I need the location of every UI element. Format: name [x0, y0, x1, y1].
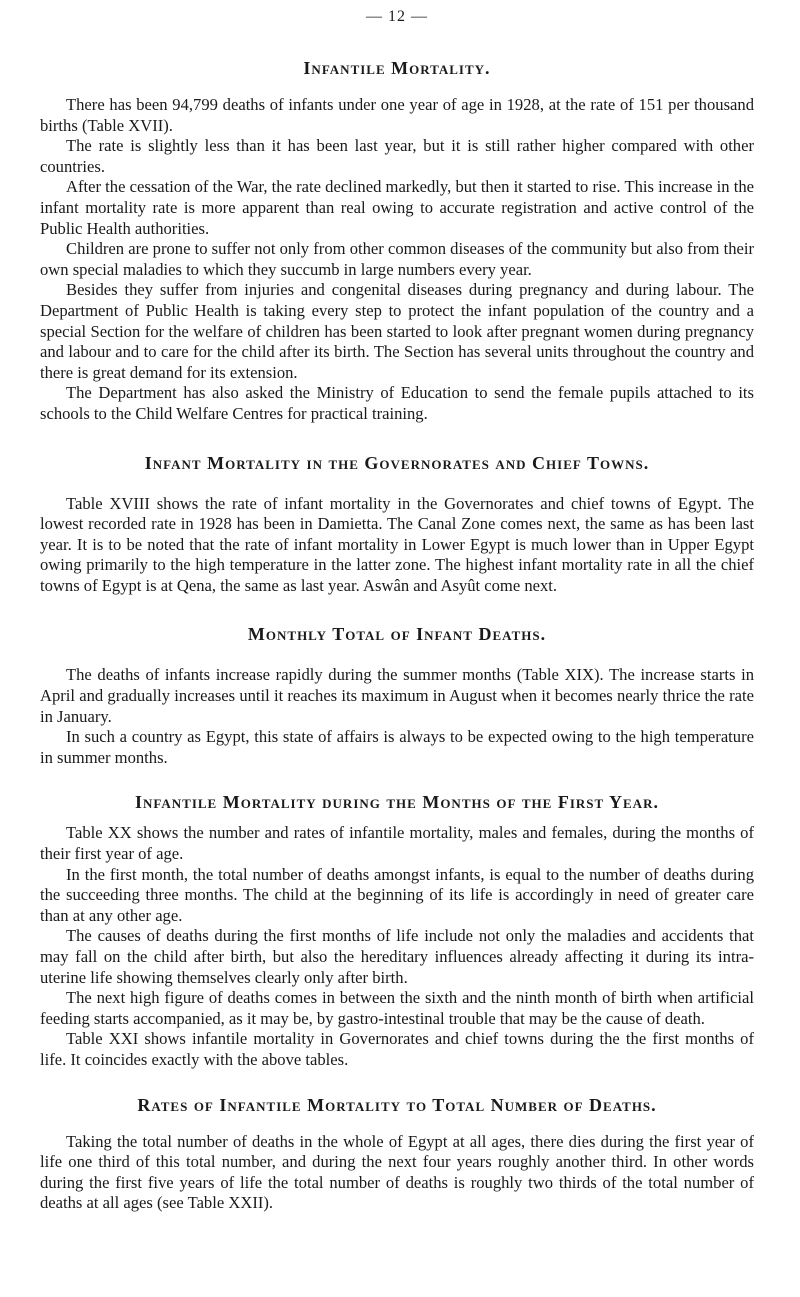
section-heading: Rates of Infantile Mortality to Total Number of Deaths. — [137, 1094, 657, 1115]
paragraph: The next high figure of deaths comes in between the sixth and the ninth month of birth when artificial feeding starts accompanied, as it may be, by gastro-intestinal trouble that may be the cause of death. — [40, 988, 754, 1028]
section-monthly-total-infant-deaths — [40, 624, 754, 768]
document-page — [40, 8, 754, 1214]
section-rates-to-total-deaths — [40, 1095, 754, 1214]
section-heading: Infantile Mortality during the Months of the First Year. — [135, 792, 659, 813]
section-infantile-mortality — [40, 58, 754, 425]
paragraph: In the first month, the total number of deaths amongst infants, is equal to the number of deaths during the succeeding three months. The child at the beginning of its life is accordingly in need of greater care than at any other age. — [40, 864, 754, 925]
section-heading: Infant Mortality in the Governorates and Chief Towns. — [144, 452, 650, 473]
paragraph: In such a country as Egypt, this state of affairs is always to be expected owing to the high temperature in summer months. — [40, 727, 754, 767]
paragraph: There has been 94,799 deaths of infants under one year of age in 1928, at the rate of 151 per thousand births (Table XVII). — [40, 95, 754, 135]
paragraph: The rate is slightly less than it has been last year, but it is still rather higher compared with other countries. — [40, 136, 754, 176]
paragraph: Table XVIII shows the rate of infant mortality in the Governorates and chief towns of Egypt. The lowest recorded rate in 1928 has been in Damietta. The Canal Zone comes next, the same as has been last year. It is to be noted that the rate of infant mortality in Lower Egypt is much lower than in Upper Egypt owing primarily to the high temperature in the latter zone. The highest infant mortality rate in all the chief towns of Egypt is at Qena, the same as last year. Aswân and Asyût come next. — [40, 493, 754, 595]
paragraph: Taking the total number of deaths in the whole of Egypt at all ages, there dies during the first year of life one third of this total number, and during the next four years roughly another third. In other words during the first five years of life the total number of deaths is roughly two thirds of the total number of deaths at all ages (see Table XXII). — [40, 1131, 754, 1213]
paragraph: Children are prone to suffer not only from other common diseases of the community but also from their own special maladies to which they succumb in large numbers every year. — [40, 239, 754, 279]
paragraph: The causes of deaths during the first months of life include not only the maladies and accidents that may fall on the child after birth, but also the hereditary influences already affecting it during its intra-uterine life showing themselves clearly only after birth. — [40, 926, 754, 987]
page-number: — 12 — — [366, 8, 428, 25]
paragraph: Table XX shows the number and rates of infantile mortality, males and females, during the months of their first year of age. — [40, 823, 754, 864]
paragraph: After the cessation of the War, the rate declined markedly, but then it started to rise. This increase in the infant mortality rate is more apparent than real owing to accurate registration and active control of the Public Health authorities. — [40, 177, 754, 238]
paragraph: The deaths of infants increase rapidly during the summer months (Table XIX). The increase starts in April and gradually increases until it reaches its maximum in August when it becomes nearly thrice the rate in January. — [40, 665, 754, 726]
paragraph: Besides they suffer from injuries and congenital diseases during pregnancy and during labour. The Department of Public Health is taking every step to protect the infant population of the country and a special Section for the welfare of children has been started to look after pregnant women during pregnancy and labour and to care for the child after its birth. The Section has several units throughout the country and there is great demand for its extension. — [40, 280, 754, 382]
section-infant-mortality-governorates — [40, 453, 754, 597]
section-mortality-first-year-months — [40, 792, 754, 1070]
paragraph: The Department has also asked the Ministry of Education to send the female pupils attached to its schools to the Child Welfare Centres for practical training. — [40, 383, 754, 423]
section-heading: Infantile Mortality. — [303, 58, 491, 78]
section-heading: Monthly Total of Infant Deaths. — [247, 624, 547, 645]
paragraph: Table XXI shows infantile mortality in Governorates and chief towns during the the first months of life. It coincides exactly with the above tables. — [40, 1029, 754, 1069]
